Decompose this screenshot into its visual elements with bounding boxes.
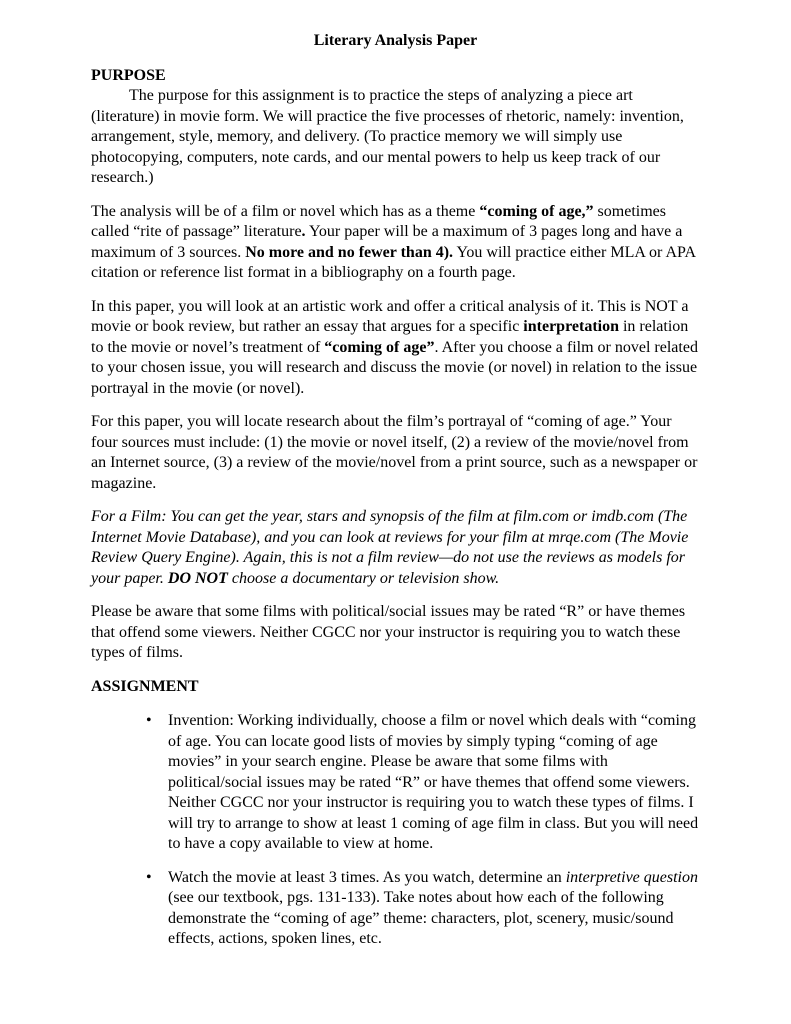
bold-do-not-run: DO NOT [167, 569, 228, 587]
text-run: (see our textbook, pgs. 131-133). Take notes about how each of the following demonstrate the “coming of age” theme: characters, plot, scenery, music/sound effects, actions, spoken lines, etc. [168, 889, 674, 947]
assignment-list [91, 711, 700, 950]
paragraph-rated-r-warning: Please be aware that some films with political/social issues may be rated “R” or have themes that offend some viewers. Neither CGCC nor your instructor is requiring you to watch these types of films. [91, 603, 686, 661]
text-run: in relation to the movie or novel’s treatment of [91, 318, 689, 356]
italic-interpretive-question-run: interpretive question [565, 868, 698, 886]
paragraph-film-note [91, 507, 700, 589]
bold-coming-of-age-run: “coming of age” [324, 338, 435, 356]
paragraph-critical-analysis [91, 297, 700, 400]
text-run: sometimes called “rite of passage” literature [91, 202, 666, 240]
bold-interpretation-run: interpretation [523, 318, 619, 335]
paragraph-purpose-intro: The purpose for this assignment is to practice the steps of analyzing a piece art (literature) in movie form. We will practice the five processes of rhetoric, namely: invention, arrangement, style, memory, and delivery. (To practice memory we will simply use photocopying, computers, note cards, and our mental powers to help us keep track of our research.) [91, 87, 684, 186]
text-run: Your paper will be a maximum of 3 pages long and have a maximum of 3 sources. [91, 223, 683, 261]
text-run: For a Film: You can get the year, stars and synopsis of the film at film.com or imdb.com (The Internet Movie Database), and you can look at reviews for your film at mrqe.com (The Movie Review Query Engine). Again, this is not a film review—do not use the reviews as models for your paper. [91, 508, 689, 587]
assignment-heading: ASSIGNMENT [91, 677, 199, 695]
paragraph-analysis [91, 202, 700, 284]
text-run: The analysis will be of a film or novel which has as a theme [91, 202, 480, 220]
paragraph-research-sources: For this paper, you will locate research about the film’s portrayal of “coming of age.” Your four sources must include: (1) the movie or novel itself, (2) a review of the movie/novel from an Internet source, (3) a review of the movie/novel from a print source, such as a newspaper or magazine. [91, 413, 698, 492]
purpose-heading: PURPOSE [91, 66, 166, 84]
document-title: Literary Analysis Paper [313, 32, 478, 49]
text-run: Watch the movie at least 3 times. As you watch, determine an [168, 868, 566, 886]
bold-no-more-run: No more and no fewer than 4). [245, 243, 454, 261]
text-run: Invention: Working individually, choose a film or novel which deals with “coming of age. You can locate good lists of movies by simply typing “coming of age movies” in your search engine. Please be aware that some films with political/social issues may be rated “R” or have themes that offend some viewers. Neither CGCC nor your instructor is requiring you to watch these types of films. I will try to arrange to show at least 1 coming of age film in class. But you will need to have a copy available to view at home. [168, 712, 699, 852]
text-run: In this paper, you will look at an artistic work and offer a critical analysis of it. This is NOT a movie or book review, but rather an essay that argues for a specific [91, 297, 689, 335]
list-item-watch-movie [91, 868, 700, 950]
bullet-icon: • [146, 712, 152, 729]
bold-coming-of-age-run: “coming of age,” [479, 202, 594, 220]
text-run: You will practice either MLA or APA citation or reference list format in a bibliography on a fourth page. [91, 243, 696, 281]
text-run: choose a documentary or television show. [227, 569, 500, 587]
bullet-icon: • [146, 868, 152, 886]
text-run: . After you choose a film or novel related to your chosen issue, you will research and discuss the movie (or novel) in relation to the issue portrayal in the movie (or novel). [91, 338, 698, 397]
bold-period-run: . [301, 223, 306, 240]
list-item-invention [91, 711, 700, 855]
